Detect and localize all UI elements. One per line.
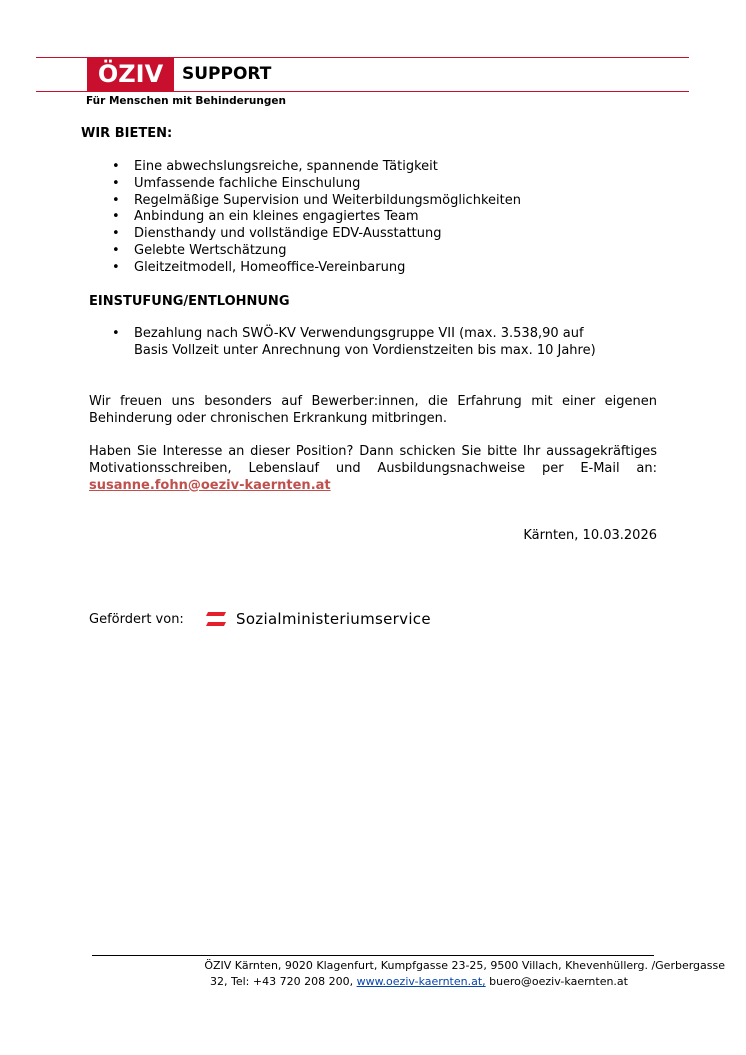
offer-list [110,159,670,277]
funding-label: Gefördert von: [89,612,184,627]
body-paragraph-2 [89,444,657,494]
list-item [110,326,670,360]
salary-heading: EINSTUFUNG/ENTLOHNUNG [89,294,290,309]
body-paragraph-1: Wir freuen uns besonders auf Bewerber:innen, die Erfahrung mit einer eigenen Behinderung oder chronischen Erkrankung mitbringen. [89,394,657,426]
header-rule-bottom [36,91,689,92]
list-item: • Gelebte Wertschätzung [110,243,670,260]
footer-email: buero@oeziv-kaernten.at [485,975,628,988]
salary-list [110,326,670,360]
header-tagline: Für Menschen mit Behinderungen [86,95,286,107]
list-item: • Diensthandy und vollständige EDV-Ausstattung [110,226,670,243]
austria-flag-icon [206,612,226,626]
document-date: Kärnten, 10.03.2026 [523,528,657,543]
logo-support-text: SUPPORT [182,64,272,84]
list-item: • Regelmäßige Supervision und Weiterbildungsmöglichkeiten [110,193,670,210]
list-item: • Eine abwechslungsreiche, spannende Tätigkeit [110,159,670,176]
contact-email-link[interactable]: susanne.fohn@oeziv-kaernten.at [89,477,331,493]
footer-phone: 32, Tel: +43 720 208 200, [210,975,357,988]
footer-rule [92,955,654,956]
body-paragraph-2-text: Haben Sie Interesse an dieser Position? Dann schicken Sie bitte Ihr aussagekräftiges Motivationsschreiben, Lebenslauf und Ausbildungsnachweise per E-Mail an: [89,444,657,476]
list-item: • Umfassende fachliche Einschulung [110,176,670,193]
oeziv-logo: ÖZIV [87,58,174,91]
list-item: • Anbindung an ein kleines engagiertes Team [110,209,670,226]
footer-address-line-1: ÖZIV Kärnten, 9020 Klagenfurt, Kumpfgasse 23-25, 9500 Villach, Khevenhüllerg. /Gerbergasse [204,959,725,972]
list-item: • Gleitzeitmodell, Homeoffice-Vereinbarung [110,260,670,277]
offer-heading: WIR BIETEN: [81,126,173,141]
footer-address-line-2 [95,974,628,990]
website-link[interactable]: www.oeziv-kaernten.at, [356,975,486,988]
salary-line-1: Bezahlung nach SWÖ-KV Verwendungsgruppe VII (max. 3.538,90 auf [134,326,584,341]
sponsor-name: Sozialministeriumservice [236,610,431,628]
salary-line-2: Basis Vollzeit unter Anrechnung von Vordienstzeiten bis max. 10 Jahre) [134,342,596,358]
